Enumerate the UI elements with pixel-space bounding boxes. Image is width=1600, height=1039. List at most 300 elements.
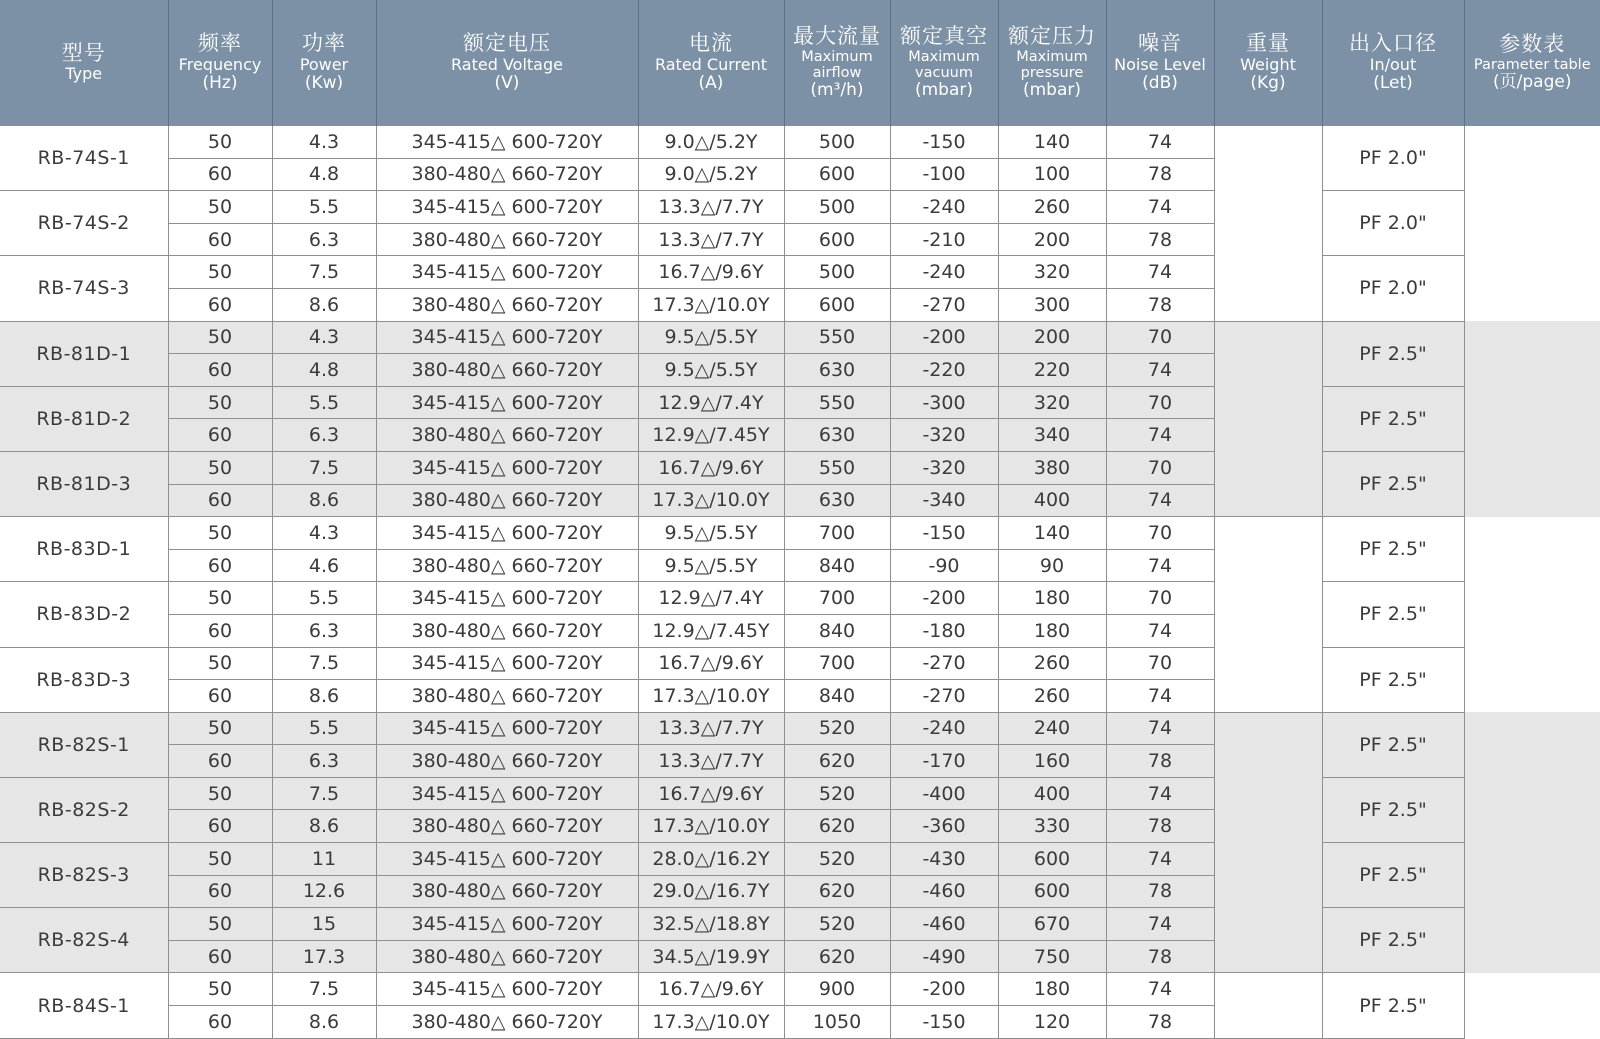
- cell-noise: 78: [1106, 223, 1214, 256]
- cell-voltage: 380-480△ 660-720Y: [376, 223, 638, 256]
- cell-airflow: 500: [784, 126, 890, 159]
- column-header-en: Maximum pressure: [1016, 48, 1088, 81]
- cell-power: 7.5: [272, 256, 376, 289]
- column-header-cn: 型号: [61, 40, 106, 65]
- inout-cell: PF 2.5": [1322, 517, 1464, 582]
- cell-pressure: 200: [998, 321, 1106, 354]
- cell-current: 13.3△/7.7Y: [638, 712, 784, 745]
- cell-pressure: 400: [998, 484, 1106, 517]
- cell-current: 12.9△/7.45Y: [638, 419, 784, 452]
- cell-voltage: 345-415△ 600-720Y: [376, 908, 638, 941]
- inout-cell: PF 2.5": [1322, 973, 1464, 1038]
- cell-voltage: 380-480△ 660-720Y: [376, 614, 638, 647]
- cell-noise: 74: [1106, 680, 1214, 713]
- cell-noise: 74: [1106, 614, 1214, 647]
- inout-cell: PF 2.5": [1322, 451, 1464, 516]
- cell-pressure: 380: [998, 451, 1106, 484]
- cell-voltage: 380-480△ 660-720Y: [376, 288, 638, 321]
- cell-voltage: 380-480△ 660-720Y: [376, 875, 638, 908]
- cell-noise: 74: [1106, 843, 1214, 876]
- page-cell: [1464, 126, 1600, 322]
- cell-freq: 60: [168, 158, 272, 191]
- column-header: [638, 0, 784, 126]
- cell-voltage: 380-480△ 660-720Y: [376, 354, 638, 387]
- cell-pressure: 260: [998, 647, 1106, 680]
- cell-airflow: 630: [784, 419, 890, 452]
- cell-power: 4.6: [272, 549, 376, 582]
- cell-current: 13.3△/7.7Y: [638, 745, 784, 778]
- cell-voltage: 345-415△ 600-720Y: [376, 126, 638, 159]
- inout-cell: PF 2.0": [1322, 191, 1464, 256]
- cell-freq: 50: [168, 712, 272, 745]
- table-row: [0, 908, 1600, 941]
- column-header: [1464, 0, 1600, 126]
- cell-voltage: 345-415△ 600-720Y: [376, 386, 638, 419]
- page-cell: [1464, 517, 1600, 713]
- cell-voltage: 345-415△ 600-720Y: [376, 321, 638, 354]
- cell-voltage: 345-415△ 600-720Y: [376, 647, 638, 680]
- table-row: [0, 386, 1600, 419]
- cell-vacuum: -240: [890, 191, 998, 224]
- model-type: RB-83D-1: [0, 517, 168, 582]
- cell-freq: 50: [168, 647, 272, 680]
- model-group: [0, 517, 1600, 713]
- cell-airflow: 840: [784, 614, 890, 647]
- cell-airflow: 900: [784, 973, 890, 1006]
- cell-pressure: 180: [998, 614, 1106, 647]
- inout-cell: PF 2.5": [1322, 843, 1464, 908]
- cell-freq: 50: [168, 777, 272, 810]
- model-type: RB-83D-2: [0, 582, 168, 647]
- cell-current: 29.0△/16.7Y: [638, 875, 784, 908]
- cell-noise: 78: [1106, 875, 1214, 908]
- inout-cell: PF 2.5": [1322, 386, 1464, 451]
- cell-power: 5.5: [272, 582, 376, 615]
- table-row: [0, 126, 1600, 159]
- cell-airflow: 500: [784, 191, 890, 224]
- cell-vacuum: -150: [890, 517, 998, 550]
- cell-current: 16.7△/9.6Y: [638, 451, 784, 484]
- cell-pressure: 600: [998, 875, 1106, 908]
- cell-power: 15: [272, 908, 376, 941]
- cell-noise: 74: [1106, 126, 1214, 159]
- column-header-en: Parameter table: [1473, 56, 1591, 73]
- column-header-unit: (Hz): [202, 72, 238, 93]
- cell-freq: 50: [168, 843, 272, 876]
- column-header-cn: 重量: [1246, 31, 1290, 56]
- cell-current: 9.0△/5.2Y: [638, 126, 784, 159]
- model-type: RB-84S-1: [0, 973, 168, 1038]
- column-header-en: Maximum vacuum: [908, 48, 980, 81]
- cell-vacuum: -100: [890, 158, 998, 191]
- column-header-cn: 额定电压: [463, 31, 551, 56]
- model-type: RB-74S-3: [0, 256, 168, 321]
- column-header-unit: (mbar): [1022, 79, 1082, 100]
- cell-vacuum: -320: [890, 419, 998, 452]
- cell-vacuum: -240: [890, 256, 998, 289]
- weight-cell: [1214, 973, 1322, 1038]
- column-header-unit: (m³/h): [810, 79, 864, 100]
- cell-noise: 78: [1106, 1006, 1214, 1039]
- cell-pressure: 670: [998, 908, 1106, 941]
- cell-noise: 78: [1106, 158, 1214, 191]
- cell-vacuum: -150: [890, 1006, 998, 1039]
- cell-power: 4.3: [272, 321, 376, 354]
- cell-airflow: 520: [784, 712, 890, 745]
- cell-freq: 60: [168, 810, 272, 843]
- cell-vacuum: -360: [890, 810, 998, 843]
- cell-vacuum: -460: [890, 875, 998, 908]
- column-header-unit: (Kw): [304, 72, 344, 93]
- page-cell: [1464, 973, 1600, 1038]
- cell-current: 17.3△/10.0Y: [638, 484, 784, 517]
- cell-vacuum: -490: [890, 940, 998, 973]
- model-type: RB-82S-3: [0, 843, 168, 908]
- table-row: [0, 451, 1600, 484]
- model-type: RB-74S-1: [0, 126, 168, 191]
- cell-airflow: 520: [784, 908, 890, 941]
- cell-freq: 60: [168, 223, 272, 256]
- cell-vacuum: -270: [890, 680, 998, 713]
- cell-noise: 74: [1106, 777, 1214, 810]
- column-header: [1214, 0, 1322, 126]
- weight-cell: [1214, 517, 1322, 713]
- cell-airflow: 620: [784, 940, 890, 973]
- model-group: [0, 712, 1600, 973]
- cell-airflow: 550: [784, 321, 890, 354]
- cell-vacuum: -340: [890, 484, 998, 517]
- column-header-cn: 参数表: [1499, 32, 1566, 57]
- cell-pressure: 140: [998, 126, 1106, 159]
- cell-freq: 60: [168, 940, 272, 973]
- cell-power: 6.3: [272, 614, 376, 647]
- model-type: RB-82S-1: [0, 712, 168, 777]
- cell-noise: 70: [1106, 386, 1214, 419]
- cell-current: 13.3△/7.7Y: [638, 223, 784, 256]
- cell-pressure: 400: [998, 777, 1106, 810]
- cell-noise: 74: [1106, 419, 1214, 452]
- column-header: [376, 0, 638, 126]
- inout-cell: PF 2.5": [1322, 712, 1464, 777]
- cell-voltage: 380-480△ 660-720Y: [376, 940, 638, 973]
- inout-cell: PF 2.0": [1322, 126, 1464, 191]
- column-header-unit: (A): [698, 72, 724, 93]
- cell-pressure: 160: [998, 745, 1106, 778]
- cell-freq: 50: [168, 973, 272, 1006]
- column-header-en: Power: [299, 54, 349, 74]
- column-header-en: Rated Current: [654, 54, 768, 74]
- cell-voltage: 345-415△ 600-720Y: [376, 191, 638, 224]
- column-header: [1106, 0, 1214, 126]
- cell-voltage: 345-415△ 600-720Y: [376, 256, 638, 289]
- cell-airflow: 620: [784, 875, 890, 908]
- cell-pressure: 200: [998, 223, 1106, 256]
- cell-freq: 50: [168, 386, 272, 419]
- header-row: [0, 0, 1600, 126]
- cell-current: 17.3△/10.0Y: [638, 1006, 784, 1039]
- model-type: RB-81D-2: [0, 386, 168, 451]
- table-row: [0, 712, 1600, 745]
- cell-current: 16.7△/9.6Y: [638, 256, 784, 289]
- cell-pressure: 340: [998, 419, 1106, 452]
- weight-cell: [1214, 126, 1322, 322]
- inout-cell: PF 2.5": [1322, 321, 1464, 386]
- page-cell: [1464, 321, 1600, 517]
- cell-freq: 50: [168, 126, 272, 159]
- cell-current: 28.0△/16.2Y: [638, 843, 784, 876]
- cell-noise: 74: [1106, 973, 1214, 1006]
- cell-freq: 60: [168, 1006, 272, 1039]
- cell-airflow: 1050: [784, 1006, 890, 1039]
- column-header-en: Frequency: [178, 54, 262, 74]
- cell-power: 5.5: [272, 386, 376, 419]
- table-row: [0, 973, 1600, 1006]
- column-header-cn: 频率: [198, 31, 242, 56]
- cell-noise: 74: [1106, 484, 1214, 517]
- cell-current: 17.3△/10.0Y: [638, 680, 784, 713]
- cell-current: 16.7△/9.6Y: [638, 973, 784, 1006]
- cell-pressure: 320: [998, 386, 1106, 419]
- cell-power: 6.3: [272, 419, 376, 452]
- cell-current: 9.5△/5.5Y: [638, 549, 784, 582]
- model-type: RB-83D-3: [0, 647, 168, 712]
- inout-cell: PF 2.5": [1322, 908, 1464, 973]
- cell-noise: 74: [1106, 908, 1214, 941]
- cell-freq: 50: [168, 321, 272, 354]
- cell-vacuum: -200: [890, 973, 998, 1006]
- cell-vacuum: -220: [890, 354, 998, 387]
- table-row: [0, 517, 1600, 550]
- cell-freq: 60: [168, 549, 272, 582]
- cell-power: 8.6: [272, 680, 376, 713]
- cell-pressure: 300: [998, 288, 1106, 321]
- cell-airflow: 550: [784, 451, 890, 484]
- cell-power: 5.5: [272, 712, 376, 745]
- cell-vacuum: -400: [890, 777, 998, 810]
- page-cell: [1464, 712, 1600, 973]
- cell-power: 11: [272, 843, 376, 876]
- cell-power: 7.5: [272, 647, 376, 680]
- column-header: [272, 0, 376, 126]
- cell-voltage: 380-480△ 660-720Y: [376, 680, 638, 713]
- cell-current: 34.5△/19.9Y: [638, 940, 784, 973]
- column-header: [784, 0, 890, 126]
- cell-voltage: 380-480△ 660-720Y: [376, 810, 638, 843]
- cell-vacuum: -460: [890, 908, 998, 941]
- cell-voltage: 345-415△ 600-720Y: [376, 451, 638, 484]
- table-row: [0, 777, 1600, 810]
- cell-current: 32.5△/18.8Y: [638, 908, 784, 941]
- cell-power: 4.8: [272, 158, 376, 191]
- cell-voltage: 380-480△ 660-720Y: [376, 549, 638, 582]
- cell-vacuum: -430: [890, 843, 998, 876]
- cell-freq: 60: [168, 354, 272, 387]
- cell-noise: 78: [1106, 810, 1214, 843]
- cell-vacuum: -180: [890, 614, 998, 647]
- cell-airflow: 840: [784, 680, 890, 713]
- cell-freq: 60: [168, 614, 272, 647]
- cell-airflow: 520: [784, 777, 890, 810]
- table-row: [0, 256, 1600, 289]
- cell-pressure: 750: [998, 940, 1106, 973]
- column-header-en: Weight: [1240, 54, 1296, 74]
- column-header: [0, 0, 168, 126]
- cell-current: 9.5△/5.5Y: [638, 517, 784, 550]
- cell-voltage: 345-415△ 600-720Y: [376, 582, 638, 615]
- column-header-cn: 额定压力: [1008, 23, 1096, 48]
- cell-voltage: 380-480△ 660-720Y: [376, 1006, 638, 1039]
- cell-noise: 78: [1106, 940, 1214, 973]
- cell-current: 9.5△/5.5Y: [638, 354, 784, 387]
- cell-freq: 50: [168, 451, 272, 484]
- cell-noise: 70: [1106, 517, 1214, 550]
- cell-power: 8.6: [272, 288, 376, 321]
- cell-vacuum: -210: [890, 223, 998, 256]
- cell-current: 12.9△/7.4Y: [638, 386, 784, 419]
- cell-airflow: 620: [784, 810, 890, 843]
- cell-freq: 50: [168, 517, 272, 550]
- column-header: [998, 0, 1106, 126]
- cell-airflow: 630: [784, 484, 890, 517]
- cell-noise: 74: [1106, 549, 1214, 582]
- cell-vacuum: -300: [890, 386, 998, 419]
- cell-airflow: 500: [784, 256, 890, 289]
- model-type: RB-81D-1: [0, 321, 168, 386]
- cell-pressure: 140: [998, 517, 1106, 550]
- cell-freq: 60: [168, 484, 272, 517]
- column-header-en: In/out: [1369, 54, 1417, 74]
- cell-freq: 50: [168, 908, 272, 941]
- cell-power: 7.5: [272, 451, 376, 484]
- cell-freq: 50: [168, 256, 272, 289]
- table-row: [0, 843, 1600, 876]
- cell-current: 12.9△/7.45Y: [638, 614, 784, 647]
- table-row: [0, 191, 1600, 224]
- cell-vacuum: -320: [890, 451, 998, 484]
- cell-pressure: 180: [998, 973, 1106, 1006]
- model-type: RB-81D-3: [0, 451, 168, 516]
- cell-airflow: 600: [784, 288, 890, 321]
- cell-current: 9.5△/5.5Y: [638, 321, 784, 354]
- column-header-cn: 电流: [689, 31, 733, 56]
- cell-airflow: 700: [784, 517, 890, 550]
- cell-noise: 78: [1106, 745, 1214, 778]
- cell-voltage: 345-415△ 600-720Y: [376, 712, 638, 745]
- cell-pressure: 240: [998, 712, 1106, 745]
- model-type: RB-82S-4: [0, 908, 168, 973]
- cell-pressure: 320: [998, 256, 1106, 289]
- column-header-unit: (V): [494, 72, 520, 93]
- cell-voltage: 345-415△ 600-720Y: [376, 517, 638, 550]
- cell-voltage: 380-480△ 660-720Y: [376, 484, 638, 517]
- column-header-cn: 出入口径: [1349, 31, 1437, 56]
- cell-pressure: 330: [998, 810, 1106, 843]
- column-header-cn: 额定真空: [900, 23, 988, 48]
- cell-noise: 70: [1106, 647, 1214, 680]
- cell-current: 12.9△/7.4Y: [638, 582, 784, 615]
- cell-power: 17.3: [272, 940, 376, 973]
- weight-cell: [1214, 712, 1322, 973]
- cell-freq: 60: [168, 288, 272, 321]
- cell-pressure: 600: [998, 843, 1106, 876]
- cell-vacuum: -270: [890, 647, 998, 680]
- column-header-en: Maximum airflow: [801, 48, 873, 81]
- cell-power: 7.5: [272, 777, 376, 810]
- cell-airflow: 840: [784, 549, 890, 582]
- cell-voltage: 345-415△ 600-720Y: [376, 973, 638, 1006]
- column-header-cn: 最大流量: [793, 23, 881, 48]
- cell-freq: 60: [168, 419, 272, 452]
- cell-noise: 70: [1106, 321, 1214, 354]
- column-header-unit: (mbar): [914, 79, 974, 100]
- inout-cell: PF 2.5": [1322, 582, 1464, 647]
- cell-voltage: 345-415△ 600-720Y: [376, 843, 638, 876]
- cell-freq: 50: [168, 582, 272, 615]
- cell-freq: 50: [168, 191, 272, 224]
- cell-noise: 70: [1106, 582, 1214, 615]
- cell-power: 4.8: [272, 354, 376, 387]
- column-header-cn: 噪音: [1138, 31, 1182, 56]
- cell-power: 12.6: [272, 875, 376, 908]
- cell-vacuum: -150: [890, 126, 998, 159]
- cell-vacuum: -200: [890, 582, 998, 615]
- cell-airflow: 600: [784, 158, 890, 191]
- cell-power: 4.3: [272, 517, 376, 550]
- cell-power: 7.5: [272, 973, 376, 1006]
- column-header-unit: (Kg): [1250, 72, 1286, 93]
- cell-power: 4.3: [272, 126, 376, 159]
- column-header-cn: 功率: [302, 31, 346, 56]
- cell-airflow: 700: [784, 582, 890, 615]
- cell-pressure: 260: [998, 680, 1106, 713]
- cell-power: 8.6: [272, 1006, 376, 1039]
- weight-cell: [1214, 321, 1322, 517]
- cell-vacuum: -270: [890, 288, 998, 321]
- cell-power: 8.6: [272, 810, 376, 843]
- model-type: RB-82S-2: [0, 777, 168, 842]
- cell-current: 16.7△/9.6Y: [638, 647, 784, 680]
- cell-airflow: 700: [784, 647, 890, 680]
- column-header: [1322, 0, 1464, 126]
- column-header-en: Noise Level: [1114, 54, 1206, 74]
- cell-airflow: 620: [784, 745, 890, 778]
- model-group: [0, 321, 1600, 517]
- cell-pressure: 120: [998, 1006, 1106, 1039]
- cell-airflow: 520: [784, 843, 890, 876]
- cell-noise: 74: [1106, 712, 1214, 745]
- cell-power: 8.6: [272, 484, 376, 517]
- cell-current: 17.3△/10.0Y: [638, 288, 784, 321]
- cell-noise: 74: [1106, 354, 1214, 387]
- cell-vacuum: -90: [890, 549, 998, 582]
- model-group: [0, 973, 1600, 1038]
- cell-vacuum: -240: [890, 712, 998, 745]
- column-header: [168, 0, 272, 126]
- cell-airflow: 600: [784, 223, 890, 256]
- cell-power: 5.5: [272, 191, 376, 224]
- cell-pressure: 90: [998, 549, 1106, 582]
- inout-cell: PF 2.0": [1322, 256, 1464, 321]
- cell-freq: 60: [168, 745, 272, 778]
- cell-noise: 74: [1106, 256, 1214, 289]
- model-type: RB-74S-2: [0, 191, 168, 256]
- cell-voltage: 345-415△ 600-720Y: [376, 777, 638, 810]
- cell-airflow: 630: [784, 354, 890, 387]
- cell-current: 17.3△/10.0Y: [638, 810, 784, 843]
- cell-noise: 70: [1106, 451, 1214, 484]
- table-row: [0, 321, 1600, 354]
- cell-voltage: 380-480△ 660-720Y: [376, 745, 638, 778]
